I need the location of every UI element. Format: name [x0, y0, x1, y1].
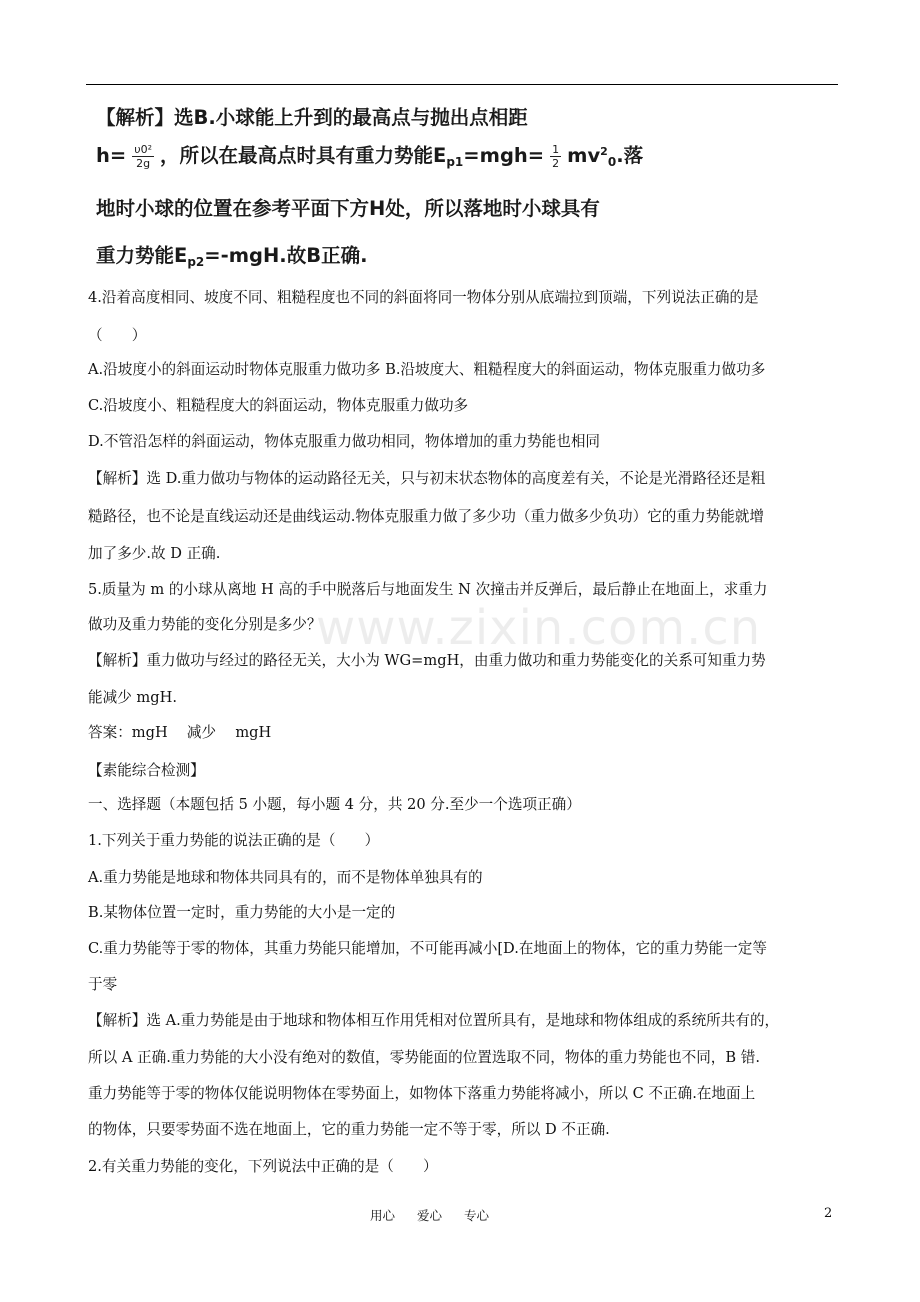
question-1-analysis-1: 【解析】选 A.重力势能是由于地球和物体相互作用凭相对位置所具有，是地球和物体组成的系统所共有的，: [88, 1012, 780, 1029]
question-1-stem: 1.下列关于重力势能的说法正确的是（ ）: [88, 832, 380, 849]
question-5-analysis-2: 能减少 mgH.: [88, 689, 177, 706]
handwritten-line-2: h= $\frac{\text{υ0²}}{2g}$ ，所以在最高点时具有重力势能$E_{p1}=mgh=$ $\frac{1}{2}$ $mv^2_0$.落: [96, 143, 644, 170]
question-5-stem-2: 做功及重力势能的变化分别是多少？: [88, 616, 322, 633]
question-4-analysis-1: 【解析】选 D.重力做功与物体的运动路径无关，只与初末状态物体的高度差有关，不论是光滑路径还是粗: [88, 470, 766, 487]
page-number: 2: [824, 1206, 833, 1221]
question-1-option-d-cont: 于零: [88, 976, 118, 993]
question-4-analysis-3: 加了多少.故 D 正确.: [88, 545, 221, 562]
question-1-option-c-d: C.重力势能等于零的物体，其重力势能只能增加，不可能再减小[D.在地面上的物体，它的重力势能一定等: [88, 940, 767, 957]
question-1-option-b: B.某物体位置一定时，重力势能的大小是一定的: [88, 904, 396, 921]
handwritten-line-4: 重力势能$E_{p2}=$-mgH.故B正确.: [96, 244, 368, 269]
question-5-analysis-1: 【解析】重力做功与经过的路径无关，大小为 WG=mgH，由重力做功和重力势能变化的关系可知重力势: [88, 652, 766, 669]
question-1-analysis-3: 重力势能等于零的物体仅能说明物体在零势面上，如物体下落重力势能将减小，所以 C 不正确.在地面上: [88, 1085, 756, 1102]
question-2-stem: 2.有关重力势能的变化，下列说法中正确的是（ ）: [88, 1158, 438, 1175]
question-4-option-c: C.沿坡度小、粗糙程度大的斜面运动，物体克服重力做功多: [88, 397, 469, 414]
question-4-stem: 4.沿着高度相同、坡度不同、粗糙程度也不同的斜面将同一物体分别从底端拉到顶端，下列说法正确的是: [88, 289, 759, 306]
handwritten-line-3: 地时小球的位置在参考平面下方H处，所以落地时小球具有: [96, 197, 600, 220]
header-rule: [86, 84, 838, 85]
question-4-blank: （ ）: [88, 327, 147, 344]
question-1-analysis-4: 的物体，只要零势面不选在地面上，它的重力势能一定不等于零，所以 D 不正确.: [88, 1121, 610, 1138]
question-1-option-a: A.重力势能是地球和物体共同具有的，而不是物体单独具有的: [88, 869, 483, 886]
question-5-answer: 答案：mgH 减少 mgH: [88, 724, 272, 741]
half-fraction: $\frac{1}{2}$: [552, 143, 560, 170]
question-1-analysis-2: 所以 A 正确.重力势能的大小没有绝对的数值，零势能面的位置选取不同，物体的重力势能也不同，B 错.: [88, 1049, 760, 1066]
question-4-analysis-2: 糙路径，也不论是直线运动还是曲线运动.物体克服重力做了多少功（重力做多少负功）它的重力势能就增: [88, 508, 764, 525]
section-instructions: 一、选择题（本题包括 5 小题，每小题 4 分，共 20 分.至少一个选项正确）: [88, 796, 581, 813]
question-5-stem-1: 5.质量为 m 的小球从离地 H 高的手中脱落后与地面发生 N 次撞击并反弹后，最后静止在地面上，求重力: [88, 581, 768, 598]
footer-text: 用心 爱心 专心: [370, 1208, 489, 1223]
question-4-option-d: D.不管沿怎样的斜面运动，物体克服重力做功相同，物体增加的重力势能也相同: [88, 433, 601, 450]
height-fraction: $\frac{\text{υ0²}}{2g}$: [134, 143, 153, 170]
question-4-option-a-b: A.沿坡度小的斜面运动时物体克服重力做功多 B.沿坡度大、粗糙程度大的斜面运动，物体克服重力做功多: [88, 361, 766, 378]
watermark: www.zixin.com.cn: [316, 600, 762, 656]
section-heading: 【素能综合检测】: [88, 762, 205, 779]
handwritten-line-1: 【解析】选B.小球能上升到的最高点与抛出点相距: [96, 106, 528, 129]
